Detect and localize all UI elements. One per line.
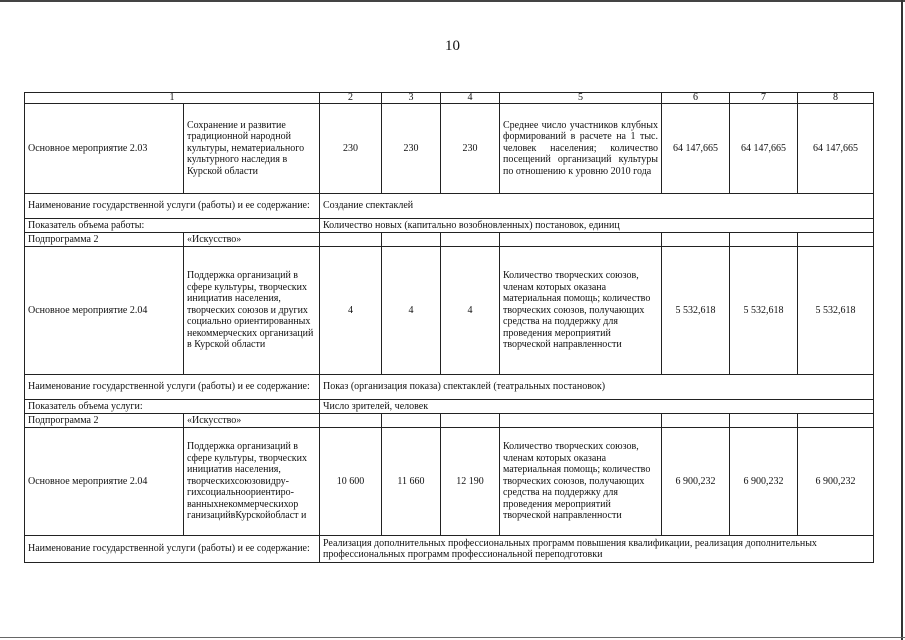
header-col-4: 4: [441, 93, 500, 104]
header-col-5: 5: [500, 93, 662, 104]
subprogram-value: «Искусство»: [184, 233, 320, 247]
service-label: Наименование государственной услуги (работы) и ее содержание:: [25, 194, 320, 219]
indicator-text: Количество творческих союзов, членам которых оказана материальная помощь; количество творческих союзов, получающих средства на поддержку для проведения мероприятий творческой направленности: [500, 247, 662, 375]
indicator-text: Количество творческих союзов, членам которых оказана материальная помощь; количество творческих союзов, получающих средства на поддержку для проведения мероприятий творческой направленности: [500, 428, 662, 536]
header-col-6: 6: [662, 93, 730, 104]
program-table: [24, 92, 874, 563]
indicator-text: Среднее число участников клубных формирований в расчете на 1 тыс. человек населения; количество посещений организаций культуры по отношению к уровню 2010 года: [500, 104, 662, 194]
header-col-2: 2: [320, 93, 382, 104]
subprogram-label: Подпрограмма 2: [25, 414, 184, 428]
subprogram-label: Подпрограмма 2: [25, 233, 184, 247]
subprogram-value: «Искусство»: [184, 414, 320, 428]
value-col-8: 64 147,665: [798, 104, 874, 194]
activity-name: Основное мероприятие 2.04: [25, 428, 184, 536]
value-col-2: 4: [320, 247, 382, 375]
service-label: Наименование государственной услуги (работы) и ее содержание:: [25, 536, 320, 563]
activity-name: Основное мероприятие 2.04: [25, 247, 184, 375]
value-col-6: 6 900,232: [662, 428, 730, 536]
value-col-7: 64 147,665: [730, 104, 798, 194]
value-col-8: 5 532,618: [798, 247, 874, 375]
table-row: [25, 194, 874, 219]
value-col-7: 5 532,618: [730, 247, 798, 375]
volume-label: Показатель объема услуги:: [25, 400, 320, 414]
service-value: Создание спектаклей: [320, 194, 874, 219]
table-row: [25, 233, 874, 247]
value-col-2: 230: [320, 104, 382, 194]
page-number: 10: [445, 38, 460, 54]
volume-value: Количество новых (капитально возобновленных) постановок, единиц: [320, 219, 874, 233]
header-col-7: 7: [730, 93, 798, 104]
activity-description: Поддержка организаций в сфере культуры, творческих инициатив населения, творческих союзов и других социально ориентированных некоммерческих организаций в Курской области: [184, 247, 320, 375]
header-col-8: 8: [798, 93, 874, 104]
header-col-1: 1: [25, 93, 320, 104]
volume-label: Показатель объема работы:: [25, 219, 320, 233]
value-col-2: 10 600: [320, 428, 382, 536]
table-row: [25, 536, 874, 563]
page-bottom-border: [0, 637, 905, 638]
service-value: Показ (организация показа) спектаклей (театральных постановок): [320, 375, 874, 400]
value-col-3: 230: [382, 104, 441, 194]
table-row: [25, 414, 874, 428]
value-col-6: 5 532,618: [662, 247, 730, 375]
table-row: [25, 375, 874, 400]
table-row: [25, 428, 874, 536]
page-top-border: [0, 0, 905, 2]
page-right-border: [901, 0, 903, 640]
activity-description: Сохранение и развитие традиционной народной культуры, нематериального культурного наследия в Курской области: [184, 104, 320, 194]
value-col-3: 11 660: [382, 428, 441, 536]
activity-description: Поддержка организаций в сфере культуры, творческих инициатив населения, творческихсоюзовидру-гихсоциальноориентиро-ванныхнекоммерческихор ганизацийвКурскойобласт и: [184, 428, 320, 536]
service-value: Реализация дополнительных профессиональных программ повышения квалификации, реализация дополнительных профессиональных программ профессиональной переподготовки: [320, 536, 874, 563]
volume-value: Число зрителей, человек: [320, 400, 874, 414]
value-col-3: 4: [382, 247, 441, 375]
table-row: [25, 400, 874, 414]
table-row: [25, 247, 874, 375]
service-label: Наименование государственной услуги (работы) и ее содержание:: [25, 375, 320, 400]
table-row: [25, 104, 874, 194]
value-col-4: 4: [441, 247, 500, 375]
value-col-4: 230: [441, 104, 500, 194]
value-col-4: 12 190: [441, 428, 500, 536]
value-col-6: 64 147,665: [662, 104, 730, 194]
value-col-7: 6 900,232: [730, 428, 798, 536]
value-col-8: 6 900,232: [798, 428, 874, 536]
header-col-3: 3: [382, 93, 441, 104]
header-row: [25, 93, 874, 104]
activity-name: Основное мероприятие 2.03: [25, 104, 184, 194]
table-row: [25, 219, 874, 233]
